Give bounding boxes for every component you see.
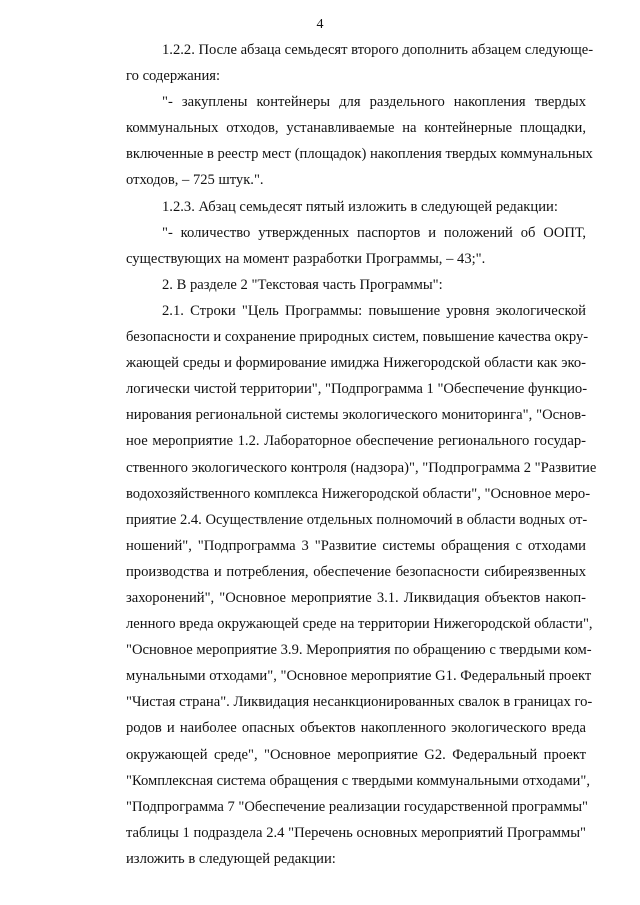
text-line: ственного экологического контроля (надзора)", "Подпрограмма 2 "Развитие (126, 459, 597, 476)
page-number: 4 (316, 17, 324, 32)
text-line: логически чистой территории", "Подпрограмма 1 "Обеспечение функцио- (126, 381, 588, 398)
text-line: "Чистая страна". Ликвидация несанкционированных свалок в границах го- (126, 694, 593, 711)
text-line: "Комплексная система обращения с твердыми коммунальными отходами", (126, 772, 590, 789)
text-line: "- закуплены контейнеры для раздельного накопления твердых (162, 94, 586, 111)
paragraph-2-1 (90, 298, 597, 872)
text-line: ленного вреда окружающей среде на территории Нижегородской области", (126, 616, 593, 633)
text-line: родов и наиболее опасных объектов накопленного экологического вреда (126, 720, 586, 737)
text-line: захоронений", "Основное мероприятие 3.1. Ликвидация объектов накоп- (126, 589, 586, 606)
text-line: "Подпрограмма 7 "Обеспечение реализации государственной программы" (126, 798, 588, 815)
text-line: включенные в реестр мест (площадок) накопления твердых коммунальных (126, 146, 593, 163)
document-body (90, 37, 597, 872)
text-line: ношений", "Подпрограмма 3 "Развитие системы обращения с отходами (126, 537, 586, 554)
text-line: водохозяйственного комплекса Нижегородской области", "Основное меро- (126, 485, 591, 502)
text-line: 2.1. Строки "Цель Программы: повышение уровня экологической (162, 302, 586, 319)
paragraph-quote-passports (90, 220, 586, 272)
text-line: производства и потребления, обеспечение безопасности сибиреязвенных (126, 563, 586, 580)
text-line: 2. В разделе 2 "Текстовая часть Программы": (162, 276, 443, 293)
text-line: таблицы 1 подраздела 2.4 "Перечень основных мероприятий Программы" (126, 824, 586, 841)
text-line: го содержания: (126, 68, 221, 85)
text-line: коммунальных отходов, устанавливаемые на контейнерные площадки, (126, 120, 586, 137)
text-line: нирования региональной системы экологического мониторинга", "Основ- (126, 407, 586, 424)
text-line: изложить в следующей редакции: (126, 850, 336, 867)
paragraph-2 (90, 272, 586, 298)
paragraph-1-2-2 (90, 37, 594, 89)
text-line: 1.2.2. После абзаца семьдесят второго дополнить абзацем следующе- (162, 42, 594, 58)
paragraph-1-2-3 (90, 194, 586, 220)
text-line: жающей среды и формирование имиджа Нижегородской области как эко- (126, 355, 586, 372)
text-line: 1.2.3. Абзац семьдесят пятый изложить в следующей редакции: (162, 198, 558, 215)
text-line: безопасности и сохранение природных систем, повышение качества окру- (126, 329, 589, 346)
text-line: существующих на момент разработки Программы, – 43;". (126, 250, 486, 267)
text-line: приятие 2.4. Осуществление отдельных полномочий в области водных от- (126, 511, 588, 528)
text-line: "- количество утвержденных паспортов и положений об ООПТ, (162, 224, 586, 241)
text-line: мунальными отходами", "Основное мероприятие G1. Федеральный проект (126, 668, 592, 685)
text-line: окружающей среде", "Основное мероприятие G2. Федеральный проект (126, 746, 586, 763)
paragraph-quote-containers (90, 89, 593, 193)
text-line: "Основное мероприятие 3.9. Мероприятия по обращению с твердыми ком- (126, 642, 592, 659)
text-line: отходов, – 725 штук.". (126, 172, 264, 189)
text-line: ное мероприятие 1.2. Лабораторное обеспечение регионального государ- (126, 433, 586, 450)
